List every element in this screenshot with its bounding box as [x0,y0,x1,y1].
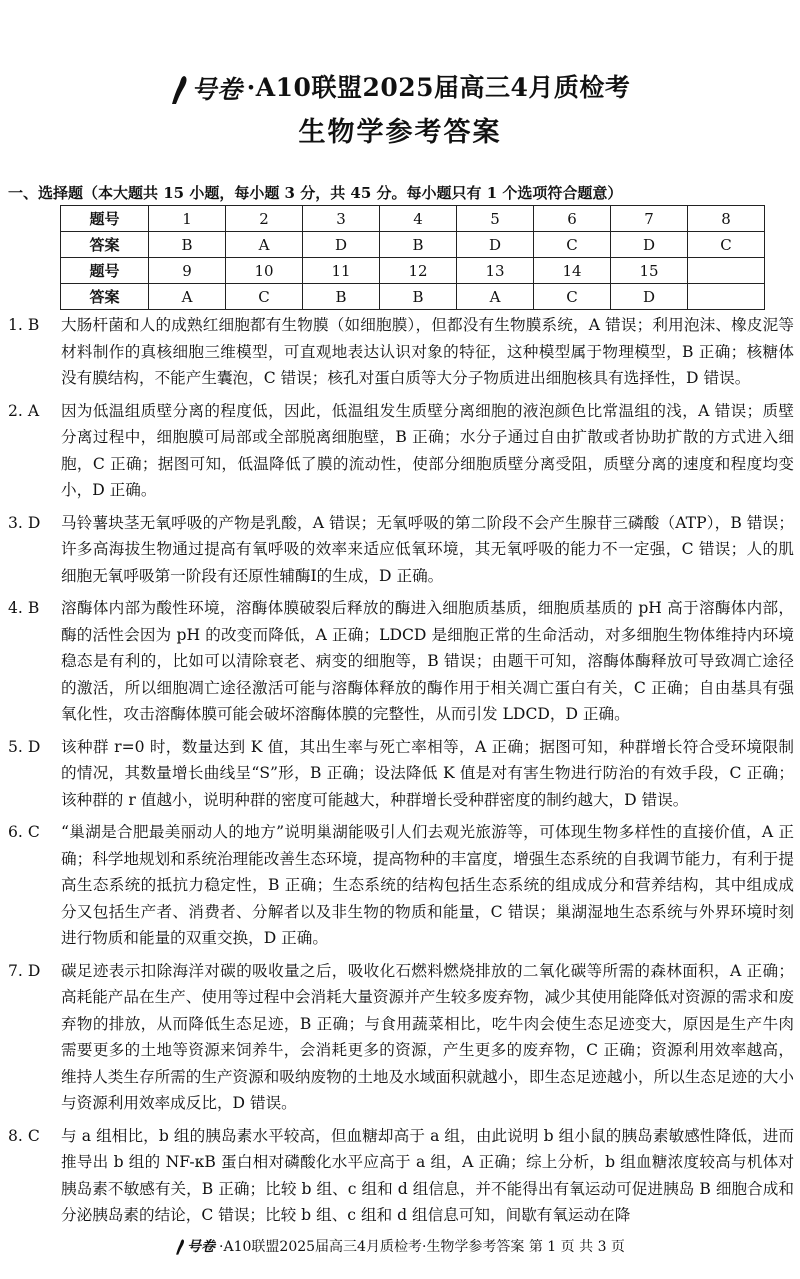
table-cell: C [226,284,303,310]
exam-title [0,72,800,106]
question-number: 3. D [8,513,41,532]
brush-stroke-icon [175,1238,187,1256]
table-cell: D [303,232,380,258]
table-cell: 10 [226,258,303,284]
exam-title-text: ·A10联盟2025届高三4月质检考 [246,73,631,102]
table-cell: C [534,232,611,258]
table-cell: 11 [303,258,380,284]
question-number: 6. C [8,823,40,841]
table-cell: C [688,232,765,258]
table-cell: A [149,284,226,310]
table-cell: 12 [380,258,457,284]
table-row [61,284,765,310]
table-cell: B [149,232,226,258]
table-cell: D [611,232,688,258]
brand-logo [170,74,243,106]
brush-stroke-icon [170,75,192,105]
explanation-text: 马铃薯块茎无氧呼吸的产物是乳酸，A 错误；无氧呼吸的第二阶段不会产生腺苷三磷酸（ATP），B 错误；许多高海拔生物通过提高有氧呼吸的效率来适应低氧环境，其无氧呼吸的能力不一定强，C 错误；人的肌细胞无氧呼吸第一阶段有还原性辅酶Ⅰ的生成，D 正确。 [61,513,794,585]
footer-logo [175,1236,215,1258]
table-cell: C [534,284,611,310]
table-cell [688,258,765,284]
table-cell: 1 [149,206,226,232]
answer-table [60,205,765,310]
answer-explanations [8,312,794,1235]
explanation-item [8,819,794,952]
explanation-item [8,398,794,504]
table-row-header: 题号 [61,258,149,284]
explanation-text: 大肠杆菌和人的成熟红细胞都有生物膜（如细胞膜），但都没有生物膜系统，A 错误；利用泡沫、橡皮泥等材料制作的真核细胞三维模型，可直观地表达认识对象的特征，这种模型属于物理模型，B 正确；核糖体没有膜结构，不能产生囊泡，C 错误；核孔对蛋白质等大分子物质进出细胞核具有选择性，D 错误。 [61,316,794,387]
table-cell: 13 [457,258,534,284]
table-cell: 4 [380,206,457,232]
page-subtitle: 生物学参考答案 [298,116,502,148]
table-cell: 3 [303,206,380,232]
table-cell: A [457,284,534,310]
table-cell: A [226,232,303,258]
explanation-text: 碳足迹表示扣除海洋对碳的吸收量之后，吸收化石燃料燃烧排放的二氧化碳等所需的森林面积，A 正确；高耗能产品在生产、使用等过程中会消耗大量资源并产生较多废弃物，减少其使用能降低对资源的需求和废弃物的排放，从而降低生态足迹，B 正确；与食用蔬菜相比，吃牛肉会使生态足迹变大，原因是生产牛肉需要更多的土地等资源来饲养牛，会消耗更多的资源，产生更多的废弃物，C 正确；资源利用效率越高，维持人类生存所需的生产资源和吸纳废物的土地及水域面积就越小，即生态足迹越小，所以生态足迹的大小与资源利用效率成反比，D 错误。 [61,961,794,1112]
table-cell: 8 [688,206,765,232]
table-cell: 2 [226,206,303,232]
question-number: 2. A [8,401,40,420]
footer-text: ·A10联盟2025届高三4月质检考·生物学参考答案 第 1 页 共 3 页 [219,1239,625,1255]
explanation-text: 溶酶体内部为酸性环境，溶酶体膜破裂后释放的酶进入细胞质基质，细胞质基质的 pH 高于溶酶体内部，酶的活性会因为 pH 的改变而降低，A 正确；LDCD 是细胞正常的生命活动，对多细胞生物体维持内环境稳态是有利的，比如可以清除衰老、病变的细胞等，B 错误；由题干可知，溶酶体酶释放可导致凋亡途径的激活，所以细胞凋亡途径激活可能与溶酶体释放的酶作用于相关凋亡蛋白有关，C 正确；自由基具有强氧化性，攻击溶酶体膜可能会破坏溶酶体膜的完整性，从而引发 LDCD，D 正确。 [61,599,794,723]
brand-logo-text: 号卷 [191,74,243,104]
table-cell: 5 [457,206,534,232]
explanation-item [8,958,794,1117]
table-cell: 9 [149,258,226,284]
table-cell [688,284,765,310]
table-row-header: 题号 [61,206,149,232]
section-heading: 一、选择题（本大题共 15 小题，每小题 3 分，共 45 分。每小题只有 1 个选项符合题意） [8,184,623,202]
table-cell: B [303,284,380,310]
question-number: 8. C [8,1126,40,1145]
table-cell: 14 [534,258,611,284]
table-cell: 15 [611,258,688,284]
table-row-header: 答案 [61,232,149,258]
explanation-item [8,734,794,814]
table-row [61,206,765,232]
table-cell: B [380,232,457,258]
footer-logo-text: 号卷 [187,1239,216,1255]
explanation-text: 因为低温组质壁分离的程度低，因此，低温组发生质壁分离细胞的液泡颜色比常温组的浅，A 错误；质壁分离过程中，细胞膜可局部或全部脱离细胞壁，B 正确；水分子通过自由扩散或者协助扩散的方式进入细胞，C 正确；据图可知，低温降低了膜的流动性，使部分细胞质壁分离受阻，质壁分离的速度和程度均变小，D 正确。 [61,401,794,499]
explanation-item [8,1123,794,1229]
explanation-item [8,510,794,590]
table-row-header: 答案 [61,284,149,310]
table-cell: D [457,232,534,258]
explanation-text: 与 a 组相比，b 组的胰岛素水平较高，但血糖却高于 a 组，由此说明 b 组小鼠的胰岛素敏感性降低，进而推导出 b 组的 NF-κB 蛋白相对磷酸化水平应高于 a 组，A 正确；综上分析，b 组血糖浓度较高与机体对胰岛素不敏感有关，B 正确；比较 b 组、c 组和 d 组信息，并不能得出有氧运动可促进胰岛 B 细胞合成和分泌胰岛素的结论，C 错误；比较 b 组、c 组和 d 组信息可知，间歇有氧运动在降 [61,1126,794,1224]
table-cell: B [380,284,457,310]
question-number: 4. B [8,599,40,617]
table-row [61,258,765,284]
table-cell: 7 [611,206,688,232]
page-header [0,72,800,152]
explanation-text: “巢湖是合肥最美丽动人的地方”说明巢湖能吸引人们去观光旅游等，可体现生物多样性的直接价值，A 正确；科学地规划和系统治理能改善生态环境，提高物种的丰富度，增强生态系统的自我调节能力，有利于提高生态系统的抵抗力稳定性，B 正确；生态系统的结构包括生态系统的组成成分和营养结构，其中组成成分又包括生产者、消费者、分解者以及非生物的物质和能量，C 错误；巢湖湿地生态系统与外界环境时刻进行物质和能量的双重交换，D 正确。 [61,823,794,947]
question-number: 7. D [8,961,41,980]
explanation-text: 该种群 r=0 时，数量达到 K 值，其出生率与死亡率相等，A 正确；据图可知，种群增长符合受环境限制的情况，其数量增长曲线呈“S”形，B 正确；设法降低 K 值是对有害生物进行防治的有效手段，C 正确；该种群的 r 值越小，说明种群的密度可能越大，种群增长受种群密度的制约越大，D 错误。 [61,737,794,809]
page-footer [0,1236,800,1258]
question-number: 5. D [8,737,41,756]
question-number: 1. B [8,316,40,334]
table-cell: 6 [534,206,611,232]
explanation-item [8,595,794,728]
table-cell: D [611,284,688,310]
explanation-item [8,312,794,392]
table-row [61,232,765,258]
